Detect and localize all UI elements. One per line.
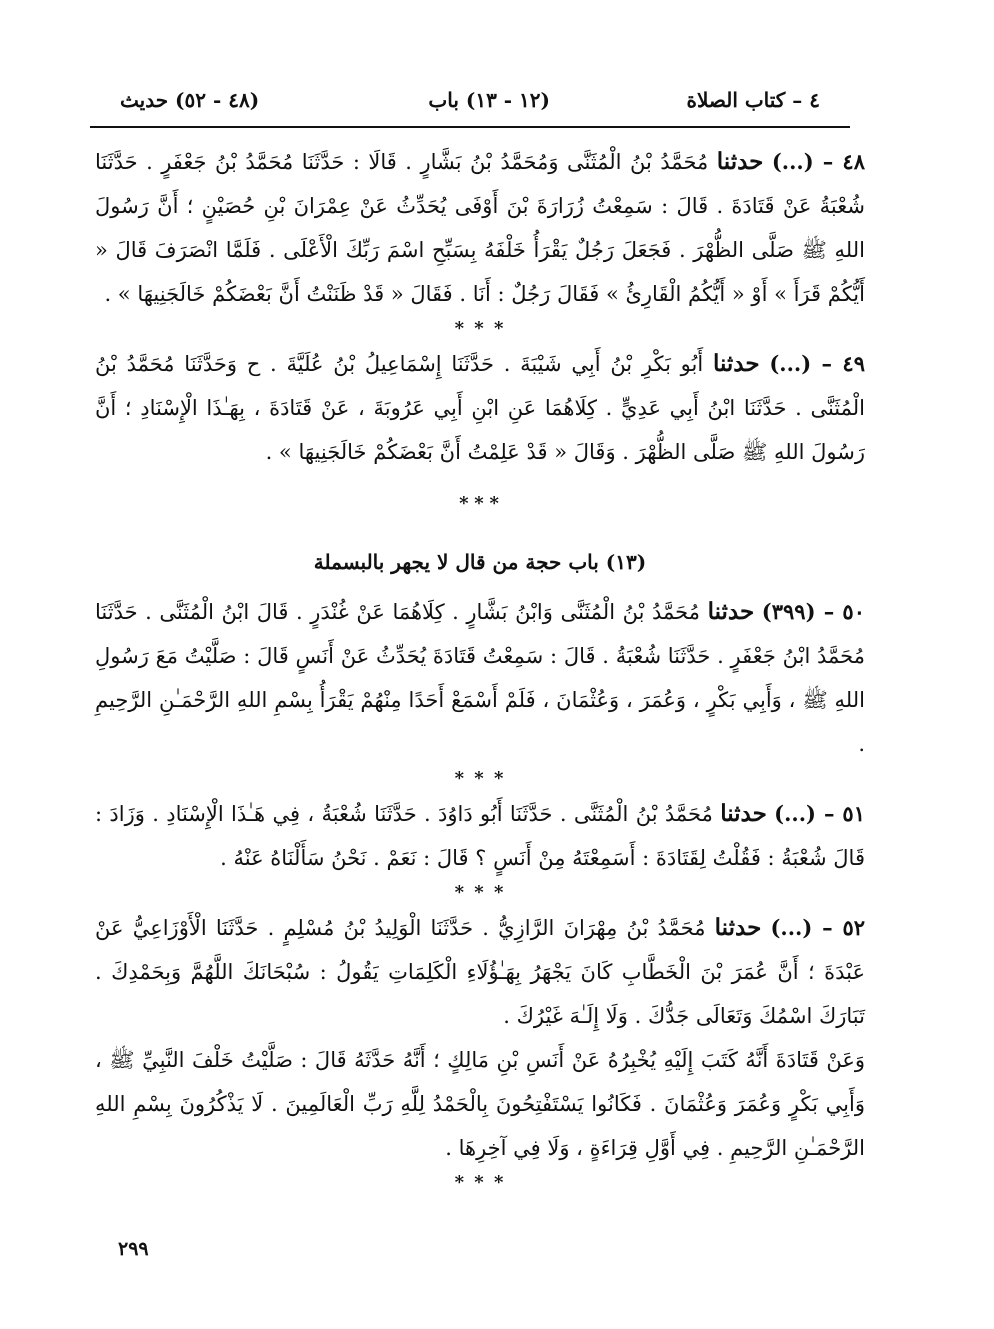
hadith-lead-word: حدثنا [720,800,767,827]
hadith-number: ٥٢ – (...) [770,915,865,940]
separator: * * * [454,1172,506,1193]
hadith-number: ٤٨ – (...) [771,149,865,174]
header-rule [90,126,850,128]
page-number: ٢٩٩ [118,1238,149,1260]
hadith-text: مُحَمَّدُ بْنُ الْمُثَنَّى وَمُحَمَّدُ بْنُ بَشَّارٍ . قَالَا : حَدَّثَنَا مُحَمَّدُ بْنُ جَعْفَرٍ . حَدَّثَنَا شُعْبَةُ عَنْ قَتَادَةَ . قَالَ : سَمِعْتُ زُرَارَةَ بْنَ أَوْفَى يُحَدِّثُ عَنْ عِمْرَانَ بْنِ حُصَيْنٍ ؛ أَنَّ رَسُولَ اللهِ ﷺ صَلَّى الظُّهْرَ . فَجَعَلَ رَجُلٌ يَقْرَأُ خَلْفَهُ بِسَبِّحِ اسْمَ رَبِّكَ الْأَعْلَى . فَلَمَّا انْصَرَفَ قَالَ « أَيُّكُمْ قَرَأَ » أَوْ « أَيُّكُمُ الْقَارِئُ » فَقَالَ رَجُلٌ : أَنَا . فَقَالَ « قَدْ ظَنَنْتُ أَنَّ بَعْضَكُمْ خَالَجَنِيهَا » . [95,150,865,306]
hadith-50 [95,590,865,766]
hadith-text: مُحَمَّدُ بْنُ مِهْرَانَ الرَّازِيُّ . حَدَّثَنَا الْوَلِيدُ بْنُ مُسْلِمٍ . حَدَّثَنَا الْأَوْزَاعِيُّ عَنْ عَبْدَةَ ؛ أَنَّ عُمَرَ بْنَ الْخَطَّابِ كَانَ يَجْهَرُ بِهَـٰؤُلَاءِ الْكَلِمَاتِ يَقُولُ : سُبْحَانَكَ اللَّهُمَّ وَبِحَمْدِكَ . تَبَارَكَ اسْمُكَ وَتَعَالَى جَدُّكَ . وَلَا إِلَـٰهَ غَيْرُكَ . [95,916,865,1028]
hadith-text: أَبُو بَكْرِ بْنُ أَبِي شَيْبَةَ . حَدَّثَنَا إِسْمَاعِيلُ بْنُ عُلَيَّةَ . ح وَحَدَّثَنَا مُحَمَّدُ بْنُ الْمُثَنَّى . حَدَّثَنَا ابْنُ أَبِي عَدِيٍّ . كِلَاهُمَا عَنِ ابْنِ أَبِي عَرُوبَةَ ، عَنْ قَتَادَةَ ، بِهَـٰذَا الْإِسْنَادِ ؛ أَنَّ رَسُولَ اللهِ ﷺ صَلَّى الظُّهْرَ . وَقَالَ « قَدْ عَلِمْتُ أَنَّ بَعْضَكُمْ خَالَجَنِيهَا » . [95,352,865,464]
separator: * * * [454,882,506,903]
hadith-lead-word: حدثنا [707,598,755,625]
hadith-52 [95,906,865,1038]
header-hadith-range: (٤٨ - ٥٢) حديث [120,88,260,112]
hadith-52-continuation [95,1038,865,1170]
header-chapter-range: (١٢ - ١٣) باب [428,88,550,112]
hadith-text: مُحَمَّدُ بْنُ الْمُثَنَّى وَابْنُ بَشَّارٍ . كِلَاهُمَا عَنْ غُنْدَرٍ . قَالَ ابْنُ الْمُثَنَّى . حَدَّثَنَا مُحَمَّدُ ابْنُ جَعْفَرٍ . حَدَّثَنَا شُعْبَةُ . قَالَ : سَمِعْتُ قَتَادَةَ يُحَدِّثُ عَنْ أَنَسٍ قَالَ : صَلَّيْتُ مَعَ رَسُولِ اللهِ ﷺ ، وَأَبِي بَكْرٍ ، وَعُمَرَ ، وَعُثْمَانَ ، فَلَمْ أَسْمَعْ أَحَدًا مِنْهُمْ يَقْرَأُ بِسْمِ اللهِ الرَّحْمَـٰنِ الرَّحِيمِ . [95,600,865,756]
header-book-title: ٤ – كتاب الصلاة [686,88,820,112]
separator: * * * [454,318,506,339]
running-header [90,82,850,126]
chapter-title: (١٣) باب حجة من قال لا يجهر بالبسملة [313,550,647,574]
hadith-48 [95,140,865,316]
separator: * * * [454,768,506,789]
hadith-lead-word: حدثنا [712,350,760,377]
hadith-number: ٤٩ – (...) [769,351,865,376]
page-body [95,140,865,1196]
hadith-number: ٥١ – (...) [774,801,865,826]
hadith-number: ٥٠ – (٣٩٩) [761,599,865,624]
hadith-text: وَعَنْ قَتَادَةَ أَنَّهُ كَتَبَ إِلَيْهِ يُخْبِرُهُ عَنْ أَنَسِ بْنِ مَالِكٍ ؛ أَنَّهُ حَدَّثَهُ قَالَ : صَلَّيْتُ خَلْفَ النَّبِيِّ ﷺ ، وَأَبِي بَكْرٍ وَعُمَرَ وَعُثْمَانَ . فَكَانُوا يَسْتَفْتِحُونَ بِالْحَمْدُ لِلَّهِ رَبِّ الْعَالَمِينَ . لَا يَذْكُرُونَ بِسْمِ اللهِ الرَّحْمَـٰنِ الرَّحِيمِ . فِي أَوَّلِ قِرَاءَةٍ ، وَلَا فِي آخِرِهَا . [95,1048,865,1160]
hadith-51 [95,792,865,880]
hadith-49 [95,342,865,474]
hadith-text: مُحَمَّدُ بْنُ الْمُثَنَّى . حَدَّثَنَا أَبُو دَاوُدَ . حَدَّثَنَا شُعْبَةُ ، فِي هَـٰذَا الْإِسْنَادِ . وَزَادَ : قَالَ شُعْبَةُ : فَقُلْتُ لِقَتَادَةَ : أَسَمِعْتَهُ مِنْ أَنَسٍ ؟ قَالَ : نَعَمْ . نَحْنُ سَأَلْنَاهُ عَنْهُ . [95,802,865,870]
hadith-lead-word: حدثنا [714,914,762,941]
hadith-lead-word: حدثنا [716,148,764,175]
section-separator: * * * [459,493,501,514]
